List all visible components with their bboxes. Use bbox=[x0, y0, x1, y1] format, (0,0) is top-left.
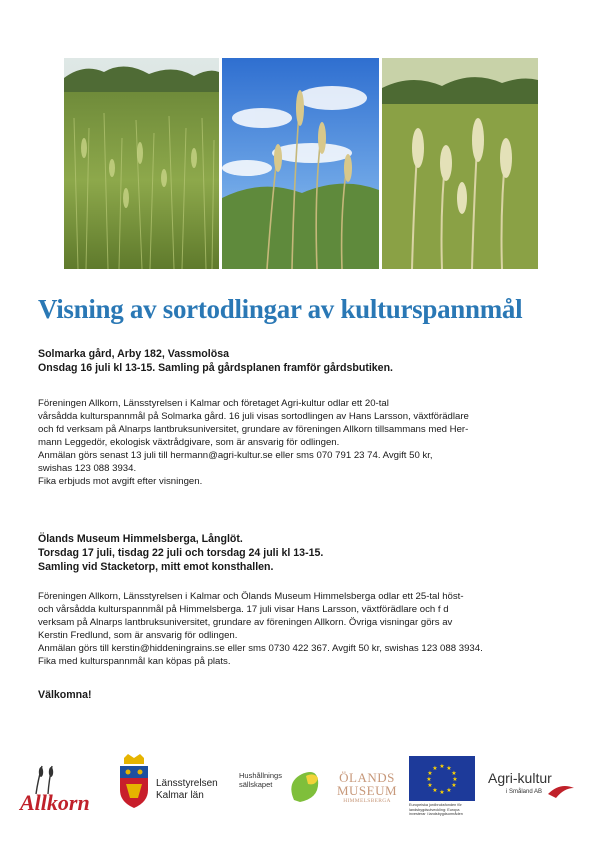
eu-caption-line: investerar i landsbygdsområden bbox=[409, 812, 463, 817]
photo-grain-field bbox=[64, 58, 219, 269]
kalmar-coat-of-arms-icon bbox=[116, 754, 152, 808]
eu-flag-icon bbox=[409, 756, 475, 801]
event1-line: swishas 123 088 3934. bbox=[38, 463, 137, 474]
welcome-text: Välkomna! bbox=[38, 689, 92, 701]
event1-date: Onsdag 16 juli kl 13-15. Samling på gårdsplanen framför gårdsbutiken. bbox=[38, 362, 393, 374]
lansstyrelsen-logo bbox=[156, 778, 218, 802]
event1-line: mann Leggedör, ekologisk växtrådgivare, som är ansvarig för odlingen. bbox=[38, 437, 340, 448]
event2-body bbox=[38, 590, 558, 668]
olands-museum-line2: MUSEUM bbox=[336, 783, 398, 798]
event1-line: Föreningen Allkorn, Länsstyrelsen i Kalmar och företaget Agri-kultur odlar ett 20-tal bbox=[38, 398, 389, 409]
event2-location: Ölands Museum Himmelsberga, Långlöt. bbox=[38, 533, 243, 545]
olands-museum-line3: HIMMELSBERGA bbox=[343, 798, 391, 804]
lansstyrelsen-line2: Kalmar län bbox=[156, 790, 204, 801]
event1-body bbox=[38, 397, 558, 488]
event1-location: Solmarka gård, Arby 182, Vassmolösa bbox=[38, 348, 229, 360]
event2-line: och vårsådda kulturspannmål på Himmelsberga. 17 juli visar Hans Larsson, växtförädlare och f d bbox=[38, 604, 449, 615]
event1-line: Fika erbjuds mot avgift efter visningen. bbox=[38, 476, 203, 487]
event2-header bbox=[38, 532, 558, 574]
event2-dates: Torsdag 17 juli, tisdag 22 juli och torsdag 24 juli kl 13-15. bbox=[38, 547, 324, 559]
event1-line: och fd verksam på Alnarps lantbruksuniversitet, grundare av föreningen Allkorn tillsammans med Her- bbox=[38, 424, 469, 435]
photo-grain-sky bbox=[222, 58, 379, 269]
event2-meeting: Samling vid Stacketorp, mitt emot konsthallen. bbox=[38, 561, 274, 573]
svg-text:★: ★ bbox=[451, 782, 457, 789]
svg-text:★: ★ bbox=[439, 789, 445, 796]
svg-text:★: ★ bbox=[452, 776, 458, 783]
olands-museum-line1: ÖLANDS bbox=[339, 770, 395, 785]
svg-text:★: ★ bbox=[432, 787, 438, 794]
photo-wheat-ears bbox=[382, 58, 538, 269]
event1-line: vårsådda kulturspannmål på Solmarka gård. 16 juli visas sortodlingen av Hans Larsson, växtförädlare bbox=[38, 411, 469, 422]
svg-text:★: ★ bbox=[427, 770, 433, 777]
photo-strip bbox=[64, 58, 538, 269]
svg-text:★: ★ bbox=[446, 787, 452, 794]
olands-museum-logo bbox=[334, 771, 400, 805]
eu-caption-line: Europeiska jordbruksfonden för bbox=[409, 803, 462, 807]
event1-header bbox=[38, 347, 558, 375]
event2-line: Fika med kulturspannmål kan köpas på plats. bbox=[38, 656, 231, 667]
agri-kultur-swoosh-icon bbox=[548, 784, 574, 798]
svg-text:★: ★ bbox=[427, 782, 433, 789]
svg-text:★: ★ bbox=[446, 765, 452, 772]
event2-line: verksam på Alnarps lantbruksuniversitet, grundare av föreningen Allkorn. Övriga visningar görs av bbox=[38, 617, 453, 628]
agri-kultur-logo: Agri-kultur bbox=[488, 770, 552, 786]
logo-row bbox=[0, 740, 591, 830]
svg-text:★: ★ bbox=[451, 770, 457, 777]
eu-caption-line: landsbygdsutveckling: Europa bbox=[409, 807, 460, 812]
svg-text:★: ★ bbox=[432, 765, 438, 772]
svg-text:★: ★ bbox=[426, 776, 432, 783]
lansstyrelsen-line1: Länsstyrelsen bbox=[156, 778, 218, 789]
hushallning-line2: sällskapet bbox=[239, 780, 273, 789]
agri-kultur-subtitle: i Småland AB bbox=[506, 789, 543, 795]
event2-line: Föreningen Allkorn, Länsstyrelsen i Kalmar och Ölands Museum Himmelsberga odlar ett 25-tal höst- bbox=[38, 591, 464, 602]
hushallning-logo bbox=[239, 771, 282, 789]
event2-line: Anmälan görs till kerstin@hiddeningrains.se eller sms 0730 422 367. Avgift 50 kr, swishas 123 088 3934. bbox=[38, 643, 483, 654]
hushallning-line1: Hushållnings bbox=[239, 771, 282, 780]
page-title: Visning av sortodlingar av kulturspannmål bbox=[38, 294, 523, 324]
allkorn-logo: Allkorn bbox=[20, 790, 90, 815]
eu-caption bbox=[409, 803, 477, 817]
svg-text:★: ★ bbox=[439, 763, 445, 770]
event2-line: Kerstin Fredlund, som är ansvarig för odlingen. bbox=[38, 630, 238, 641]
event1-line: Anmälan görs senast 13 juli till hermann@agri-kultur.se eller sms 070 791 23 74. Avgift 50 kr, bbox=[38, 450, 433, 461]
hushallning-leaf-icon bbox=[286, 770, 320, 804]
